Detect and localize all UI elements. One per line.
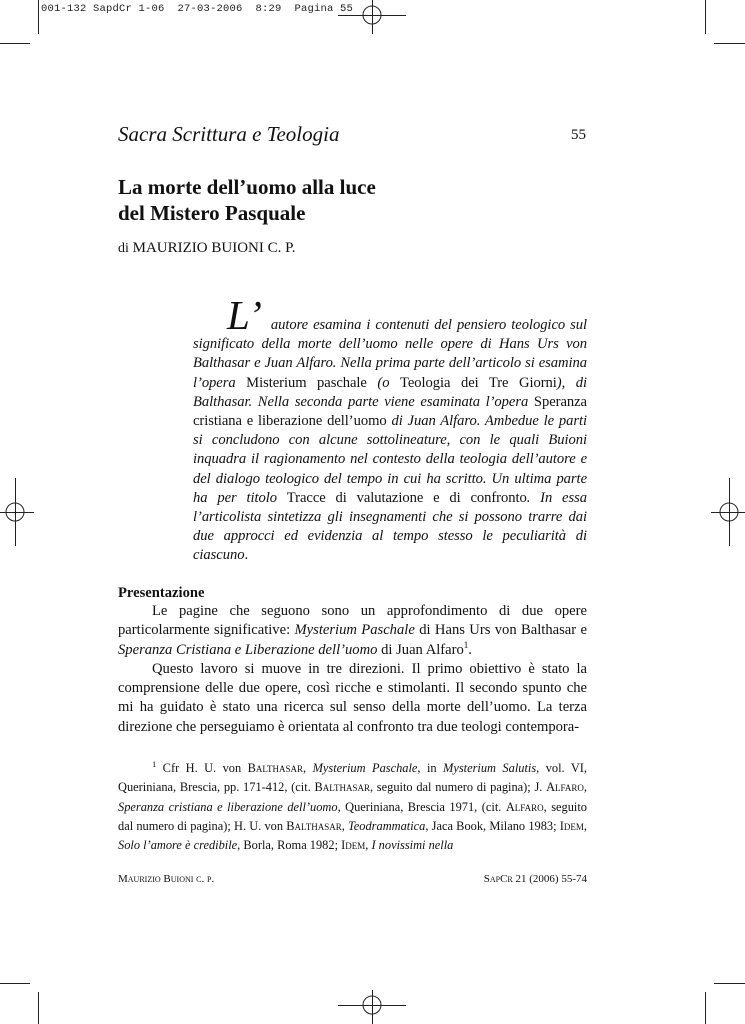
footnote-segment: , <box>365 838 372 853</box>
paragraph-text: di Hans Urs von Balthasar e <box>414 622 587 639</box>
author-smallcaps: Balthasar <box>286 818 342 833</box>
section-heading: Presentazione <box>118 585 205 601</box>
work-title: Teodrammatica <box>348 818 426 833</box>
author-smallcaps: Alfaro <box>546 780 584 795</box>
footnote-segment: , vol. VI, Queriniana, Brescia, pp. 171-412, (cit. <box>118 761 588 795</box>
abstract-text: . In essa l’articolista sintetizza gli insegnamenti che si possono trarre dai due approcci ed evidenzia al tempo stesso le peculiarità di ciascuno <box>193 489 587 564</box>
work-title: Speranza cristiana e liberazione dell’uomo <box>118 799 338 814</box>
work-title: Mysterium Salutis <box>443 761 537 775</box>
title-line-2: del Mistero Pasquale <box>118 201 306 225</box>
author-smallcaps: Balthasar <box>314 780 370 795</box>
abstract-text: autore esamina i contenuti del pensiero teologico sul significato della morte dell’uomo nelle opere di Hans Urs von Balthasar e Juan Alfaro. Nella prima parte dell’articolo si esamina l’opera <box>193 317 587 391</box>
paragraph-text: Le pagine che seguono sono un approfondimento di due opere particolarmente significative: <box>118 603 587 639</box>
abstract <box>193 292 587 566</box>
footnote-segment: , seguito dal numero di pagina); J. <box>369 780 547 795</box>
footnote-segment: Cfr H. U. von <box>156 761 248 775</box>
abstract-text: di Juan Alfaro. Ambedue le parti si concludono con alcune sottolineature, con le quali Buioni inquadra il ragionamento nel contesto della teologia dell’autore e del dialogo teologico del tempo in cui ha scritto. Un ultima parte ha per titolo <box>193 413 587 506</box>
footnote-segment: , <box>341 818 349 833</box>
abstract-text: ), di Balthasar. Nella seconda parte viene esaminata l’opera <box>193 374 587 410</box>
work-title: Mysterium Paschale <box>312 761 418 775</box>
journal-volume: 21 (2006) 55-74 <box>512 873 587 885</box>
running-head-title: Sacra Scrittura e Teologia <box>118 122 340 146</box>
footnote-reference[interactable]: 1 <box>463 639 469 650</box>
abstract-work-title: Teologia dei Tre Giorni <box>399 374 557 391</box>
abstract-text: . <box>244 547 249 564</box>
footnote-segment: , <box>303 761 313 775</box>
footnote-segment: , <box>583 780 588 795</box>
abstract-work-title: Misterium paschale <box>246 374 367 391</box>
footnote-segment: , <box>583 818 587 833</box>
footnote-segment: , Borla, Roma 1982; <box>237 838 342 853</box>
registration-mark-icon <box>4 501 26 523</box>
author-name: MAURIZIO BUIONI C. P. <box>132 240 296 256</box>
footnote-segment: , Queriniana, Brescia 1971, (cit. <box>337 799 506 814</box>
footnote-segment: , seguito dal numero di pagina); H. U. von <box>118 799 588 833</box>
printer-slug: 001-132 SapdCr 1-06 27-03-2006 8:29 Pagina 55 <box>41 3 354 15</box>
article-title <box>118 174 558 226</box>
footnote <box>118 759 587 855</box>
footnote-segment: , in <box>417 761 444 775</box>
paragraph: Questo lavoro si muove in tre direzioni. Il primo obiettivo è stato la comprensione delle due opere, così ricche e stimolanti. Il secondo spunto che mi ha guidato è stato una ricerca sul senso della morte dell’uomo. La terza direzione che perseguiamo è orientata al confronto tra due teologi contempora- <box>118 660 587 735</box>
registration-mark-icon <box>361 994 383 1016</box>
footnote-number: 1 <box>152 758 157 769</box>
work-title: Mysterium Paschale <box>294 622 415 639</box>
footer-citation <box>420 873 587 885</box>
footnote-text <box>118 759 587 855</box>
registration-mark-icon <box>361 4 383 26</box>
footnote-segment: , Jaca Book, Milano 1983; <box>425 818 560 833</box>
author-smallcaps: Idem <box>559 818 584 833</box>
dropcap: L’ <box>227 292 262 338</box>
work-title: I novissimi nella <box>371 838 454 853</box>
body-text <box>118 602 587 737</box>
journal-abbrev: SapCr <box>483 873 513 885</box>
abstract-text: (o <box>366 374 400 391</box>
work-title: Solo l’amore è credibile <box>118 838 238 853</box>
paragraph-text: . <box>468 641 472 658</box>
abstract-section-title: Tracce di valutazione e di confronto <box>286 489 527 506</box>
title-line-1: La morte dell’uomo alla luce <box>118 175 376 199</box>
registration-mark-icon <box>718 501 740 523</box>
footer-author: Maurizio Buioni c. p. <box>118 873 215 885</box>
byline <box>118 240 296 257</box>
paragraph <box>118 602 587 660</box>
author-smallcaps: Idem <box>341 838 366 853</box>
byline-prefix: di <box>118 241 129 256</box>
author-smallcaps: Balthasar <box>247 761 304 775</box>
author-smallcaps: Alfaro <box>505 799 544 814</box>
abstract-work-title: Speranza cristiana e liberazione dell’uomo <box>193 393 587 430</box>
work-title: Speranza Cristiana e Liberazione dell’uomo <box>118 641 378 658</box>
page-number: 55 <box>571 127 586 143</box>
paragraph-text: di Juan Alfaro <box>377 641 464 658</box>
